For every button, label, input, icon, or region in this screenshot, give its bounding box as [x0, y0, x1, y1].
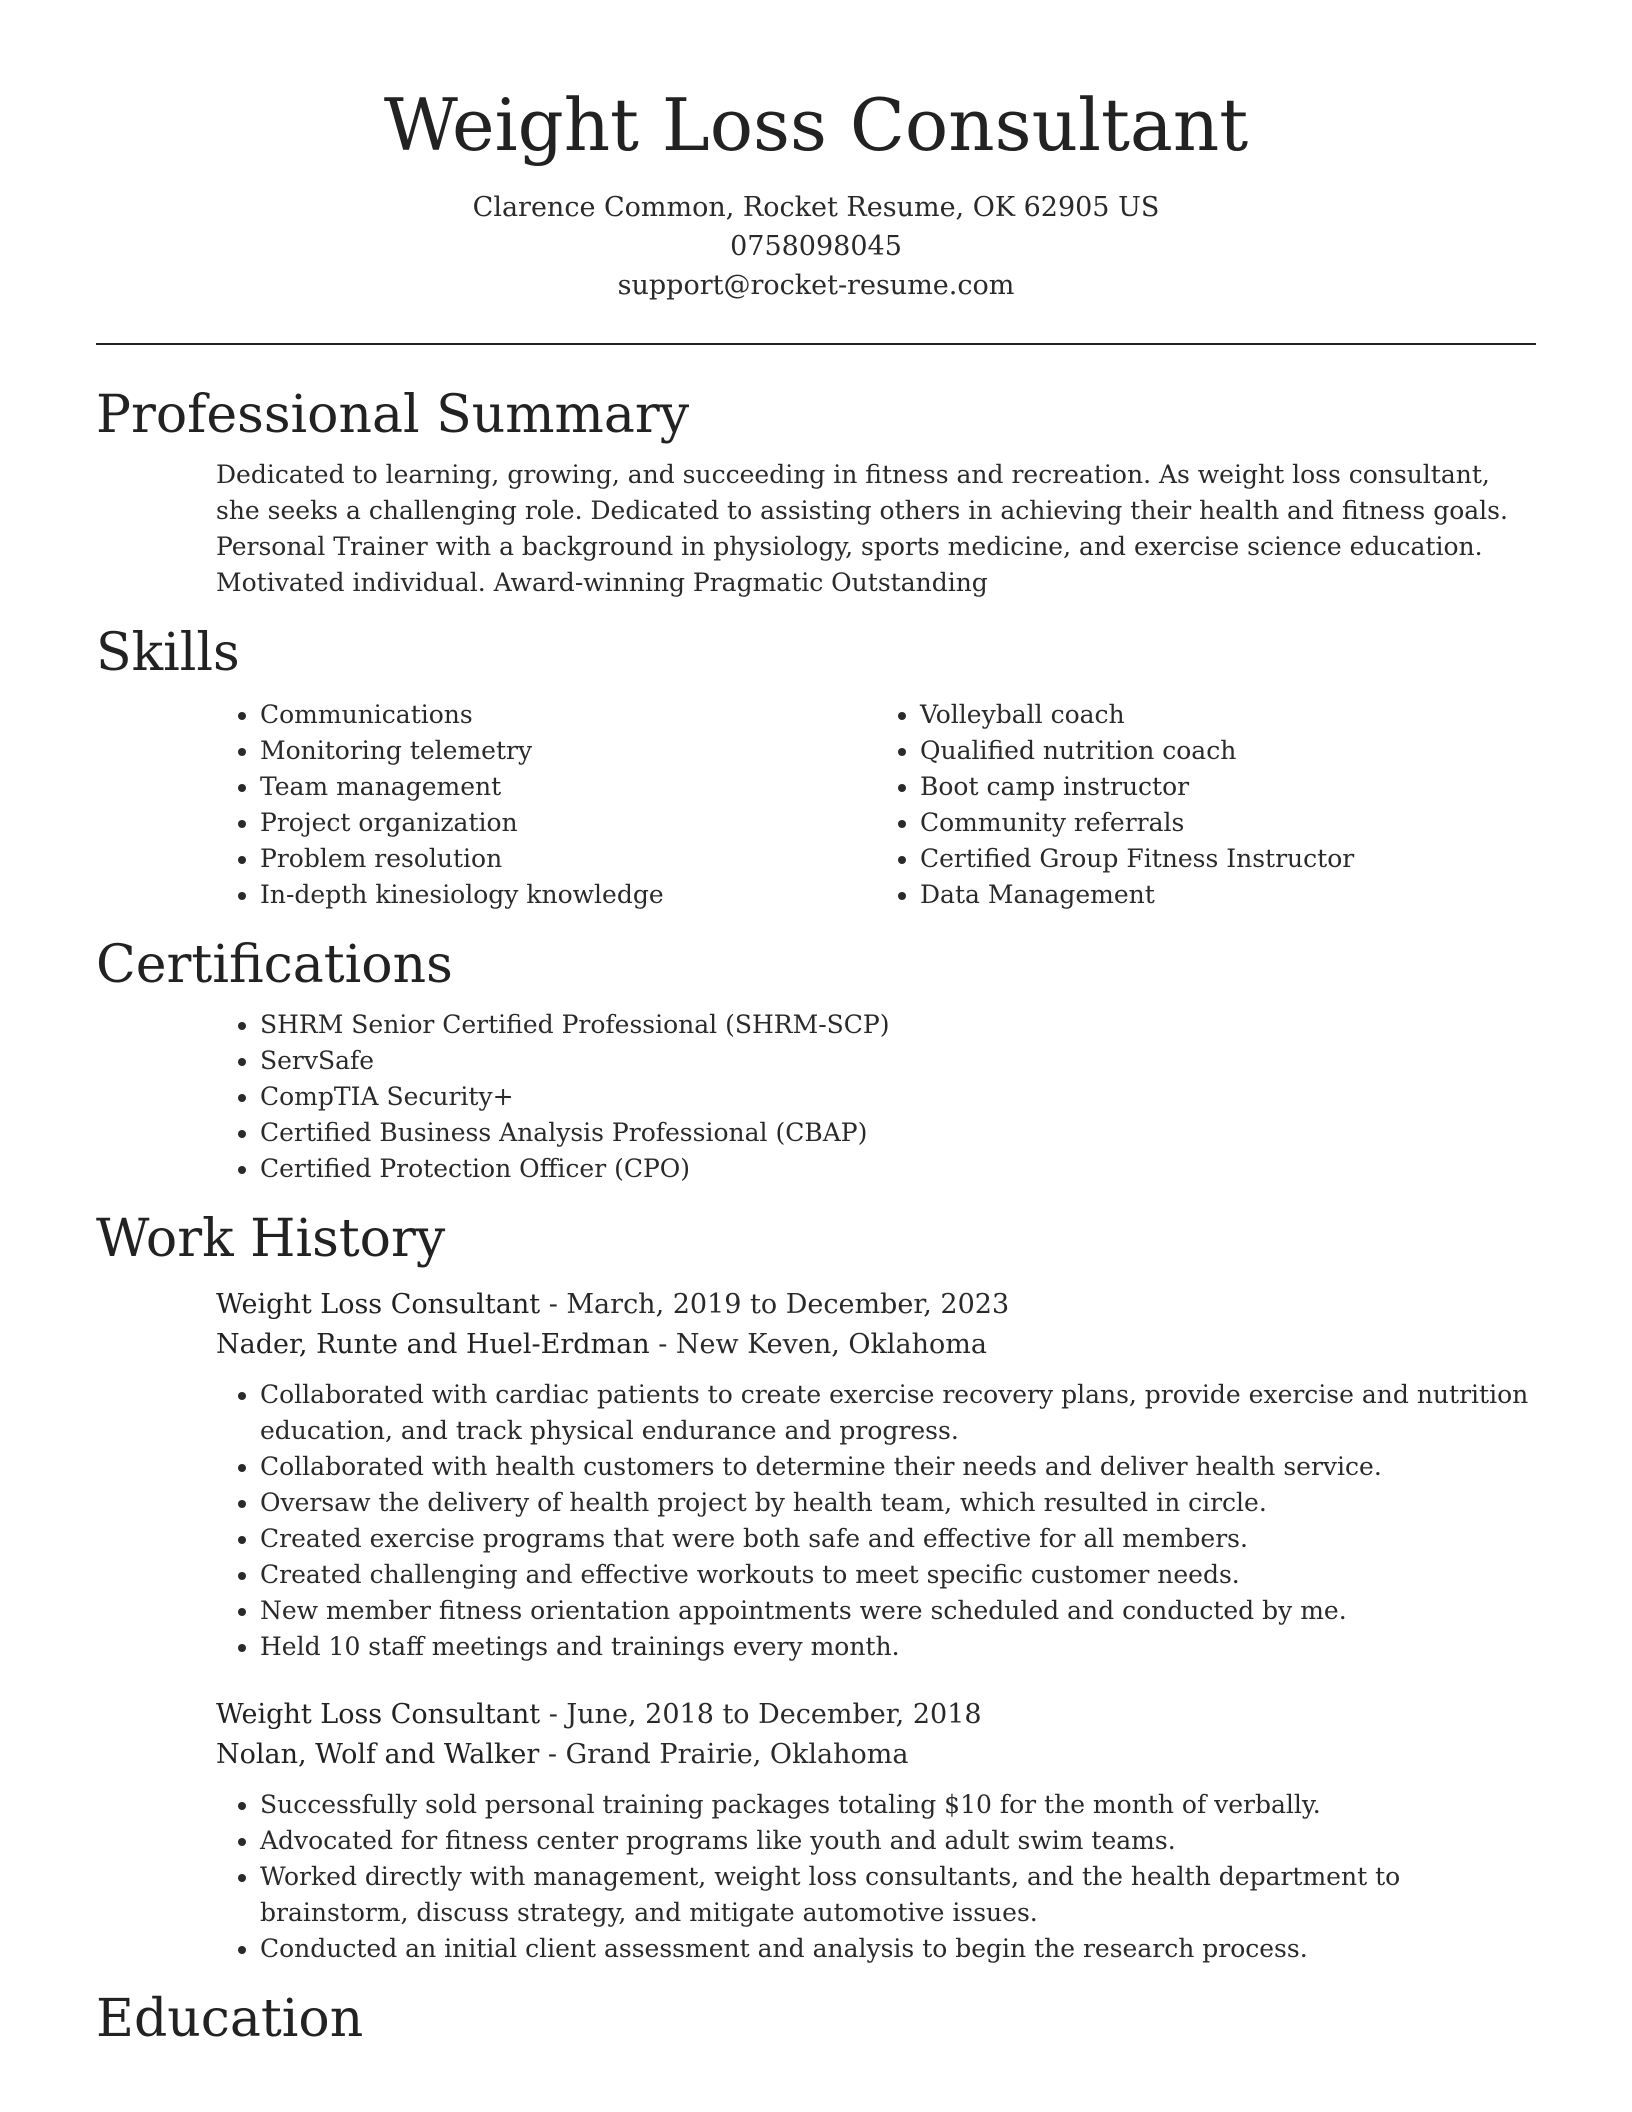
job-role: Weight Loss Consultant — [216, 1289, 541, 1320]
job-bullets — [216, 1377, 1536, 1665]
contact-email: support@rocket-resume.com — [617, 270, 1015, 301]
summary-title: Professional Summary — [96, 385, 690, 445]
skill-item: • Problem resolution — [260, 841, 876, 877]
certification-item: • Certified Protection Officer (CPO) — [260, 1151, 1536, 1187]
certifications-list — [216, 1007, 1536, 1187]
job-company: Nolan, Wolf and Walker — [216, 1739, 540, 1770]
skill-item: • Community referrals — [920, 805, 1536, 841]
skills-section — [96, 621, 1536, 913]
skill-item: • Monitoring telemetry — [260, 733, 876, 769]
certification-item: • SHRM Senior Certified Professional (SHRM-SCP) — [260, 1007, 1536, 1043]
certifications-section — [96, 933, 1536, 1187]
job-entry — [216, 1695, 1536, 1967]
contact-address: Clarence Common, Rocket Resume, OK 62905 US — [472, 192, 1160, 223]
work-history-section — [96, 1207, 1536, 1967]
skill-item: • In-depth kinesiology knowledge — [260, 877, 876, 913]
education-section — [96, 1987, 1536, 2051]
work-history-title: Work History — [96, 1209, 446, 1269]
job-bullet: • Successfully sold personal training packages totaling $10 for the month of verbally. — [260, 1787, 1536, 1823]
job-bullet: • Advocated for fitness center programs like youth and adult swim teams. — [260, 1823, 1536, 1859]
resume-header — [96, 0, 1536, 305]
job-location: - New Keven, Oklahoma — [649, 1329, 987, 1360]
job-bullet: • Collaborated with cardiac patients to create exercise recovery plans, provide exercise and nutrition education, and track physical endurance and progress. — [260, 1377, 1536, 1449]
skill-item: • Qualified nutrition coach — [920, 733, 1536, 769]
certification-item: • Certified Business Analysis Professional (CBAP) — [260, 1115, 1536, 1151]
job-title-line — [216, 1695, 1536, 1735]
skill-item: • Data Management — [920, 877, 1536, 913]
summary-text: Dedicated to learning, growing, and succeeding in fitness and recreation. As weight loss consultant, she seeks a challenging role. Dedicated to assisting others in achieving their health and fitness goals. Personal Trainer with a background in physiology, sports medicine, and exercise science education. Motivated individual. Award-winning Pragmatic Outstanding — [216, 460, 1508, 597]
resume-page — [96, 0, 1536, 2051]
summary-section — [96, 383, 1536, 601]
job-bullet: • Worked directly with management, weight loss consultants, and the health department to brainstorm, discuss strategy, and mitigate automotive issues. — [260, 1859, 1536, 1931]
job-location: - Grand Prairie, Oklahoma — [539, 1739, 909, 1770]
job-bullets — [216, 1787, 1536, 1967]
job-company-line — [216, 1325, 1536, 1365]
skills-list-right — [876, 697, 1536, 913]
skills-title: Skills — [96, 623, 240, 683]
job-entry — [216, 1285, 1536, 1665]
header-divider — [96, 343, 1536, 345]
job-bullet: • Collaborated with health customers to determine their needs and deliver health service. — [260, 1449, 1536, 1485]
job-bullet: • Created exercise programs that were both safe and effective for all members. — [260, 1521, 1536, 1557]
skills-list-left — [216, 697, 876, 913]
job-bullet: • Oversaw the delivery of health project by health team, which resulted in circle. — [260, 1485, 1536, 1521]
job-bullet: • Conducted an initial client assessment and analysis to begin the research process. — [260, 1931, 1536, 1967]
job-dates: - June, 2018 to December, 2018 — [540, 1699, 982, 1730]
job-company-line — [216, 1735, 1536, 1775]
certifications-title: Certifications — [96, 935, 453, 995]
resume-name: Weight Loss Consultant — [383, 83, 1249, 167]
job-role: Weight Loss Consultant — [216, 1699, 541, 1730]
contact-phone: 0758098045 — [730, 231, 902, 262]
skill-item: • Communications — [260, 697, 876, 733]
certification-item: • CompTIA Security+ — [260, 1079, 1536, 1115]
skill-item: • Certified Group Fitness Instructor — [920, 841, 1536, 877]
skill-item: • Project organization — [260, 805, 876, 841]
education-title: Education — [96, 1989, 364, 2049]
skill-item: • Volleyball coach — [920, 697, 1536, 733]
skill-item: • Boot camp instructor — [920, 769, 1536, 805]
job-bullet: • Held 10 staff meetings and trainings every month. — [260, 1629, 1536, 1665]
job-bullet: • Created challenging and effective workouts to meet specific customer needs. — [260, 1557, 1536, 1593]
skill-item: • Team management — [260, 769, 876, 805]
certification-item: • ServSafe — [260, 1043, 1536, 1079]
job-title-line — [216, 1285, 1536, 1325]
job-bullet: • New member fitness orientation appointments were scheduled and conducted by me. — [260, 1593, 1536, 1629]
job-company: Nader, Runte and Huel-Erdman — [216, 1329, 650, 1360]
job-dates: - March, 2019 to December, 2023 — [540, 1289, 1010, 1320]
